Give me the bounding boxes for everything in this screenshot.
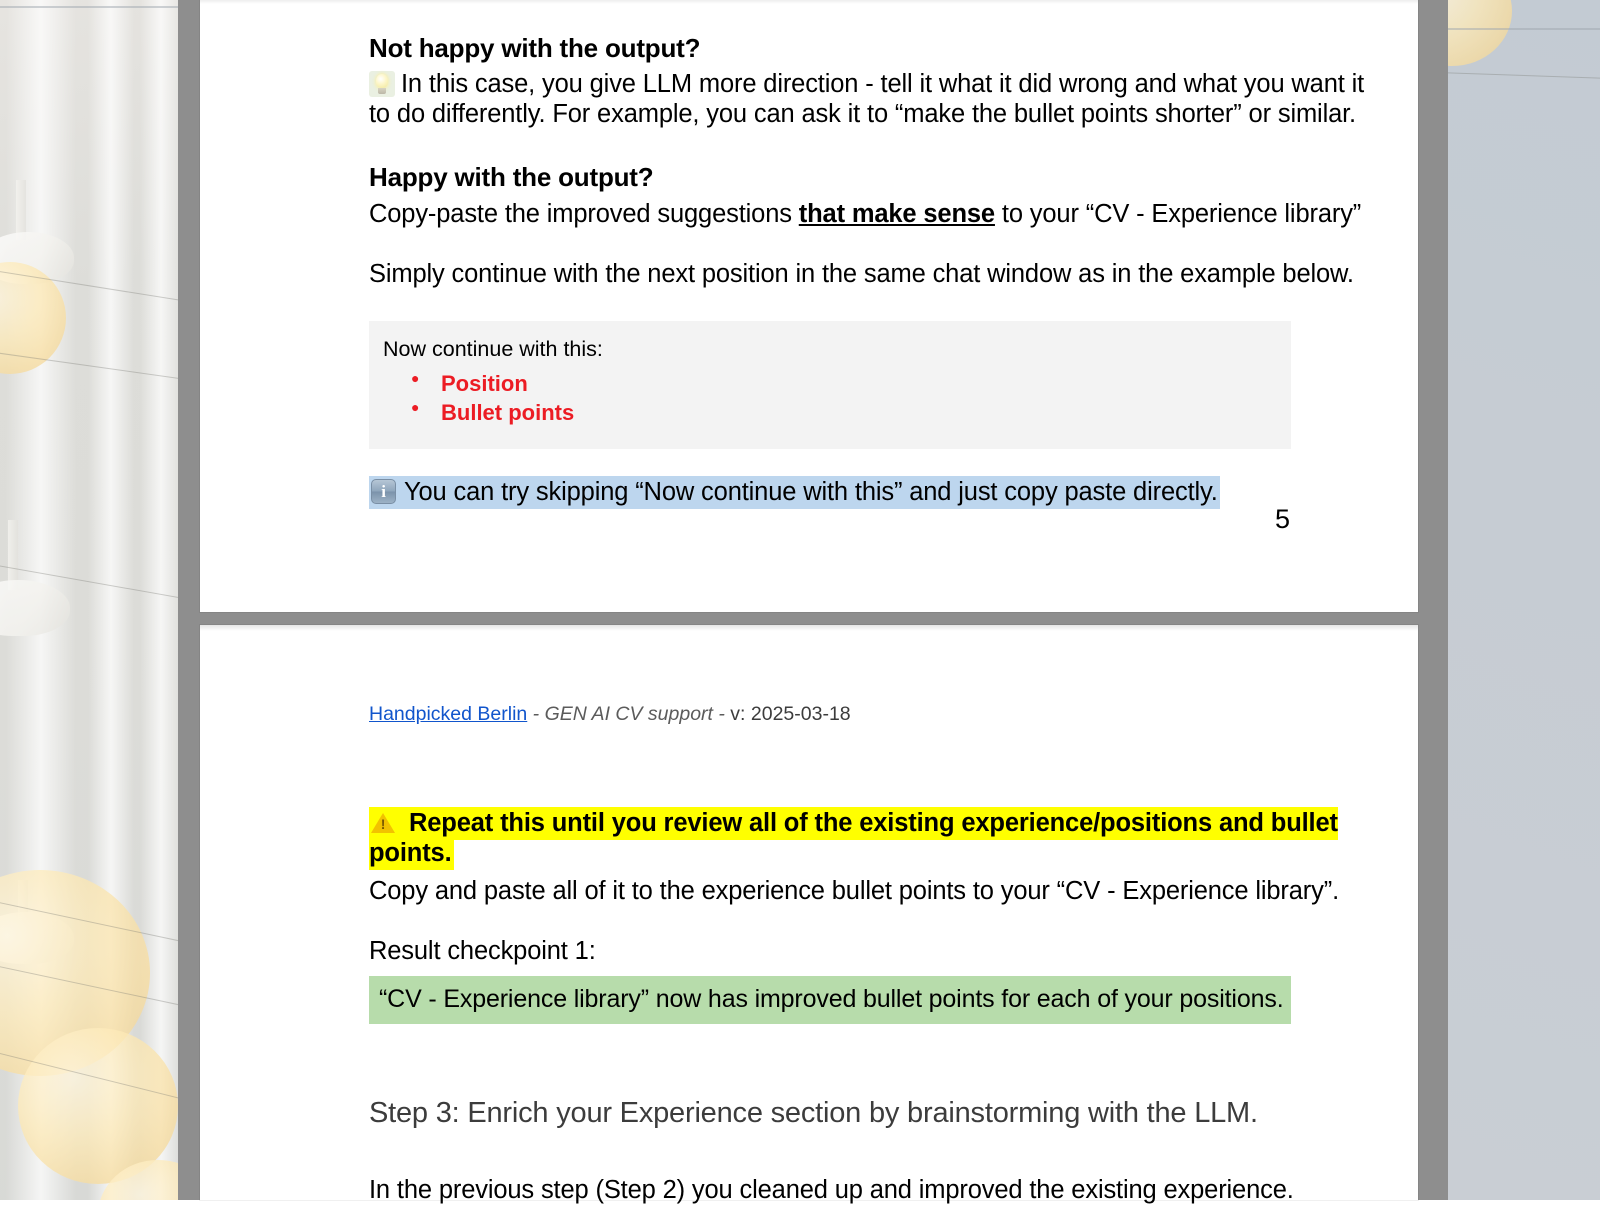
not-happy-line-2: do differently. For example, you can ask it to “make the bullet points shorter” or similar. [396, 100, 1356, 129]
repeat-note-following-line: Copy and paste all of it to the experience bullet points to your “CV - Experience library”. [369, 876, 1340, 905]
header-doc-title: GEN AI CV support [544, 703, 713, 725]
prompt-example-box [369, 321, 1291, 449]
page-top-shadow [200, 625, 1418, 631]
paragraph-happy [369, 199, 1390, 229]
document-viewer[interactable] [178, 0, 1448, 1204]
backdrop-photo-right [1448, 0, 1600, 1200]
tip-text: You can try skipping “Now continue with this” and just copy paste directly. [404, 477, 1218, 506]
continue-note: Simply continue with the next position in the same chat window as in the example below. [369, 259, 1354, 288]
page-number: 5 [1274, 504, 1290, 534]
lightbulb-icon [369, 71, 395, 97]
header-separator-2: - [712, 703, 731, 725]
prompt-box-bullet-list [383, 371, 1291, 425]
checkpoint-result-box: “CV - Experience library” now has improved bullet points for each of your positions. [369, 976, 1291, 1024]
list-item: ● Bullet points [441, 400, 1291, 425]
info-icon [371, 479, 396, 504]
checkpoint-label: Result checkpoint 1: [369, 936, 596, 965]
header-version-date: 2025-03-18 [750, 703, 851, 725]
happy-emphasis: that make sense [798, 199, 995, 228]
repeat-note-highlighted [369, 808, 1390, 868]
document-page-6 [200, 625, 1418, 1204]
happy-prefix: Copy-paste the improved suggestions [369, 199, 799, 228]
header-separator-1: - [527, 703, 545, 725]
step-3-intro: In the previous step (Step 2) you cleaned up and improved the existing experience. [369, 1175, 1294, 1204]
backdrop-photo-left [0, 0, 182, 1200]
handpicked-berlin-link[interactable]: Handpicked Berlin [369, 703, 528, 725]
heading-not-happy: Not happy with the output? [369, 33, 701, 63]
prompt-box-lead: Now continue with this: [383, 336, 603, 361]
not-happy-line-1: In this case, you give LLM more direction - tell it what it did wrong and what you want it to [369, 70, 1365, 129]
page-top-shadow [200, 0, 1418, 4]
step-3-title: Step 3: Enrich your Experience section by brainstorming with the LLM. [369, 1096, 1258, 1129]
tip-line [369, 477, 1390, 507]
happy-suffix: to your “CV - Experience library” [994, 199, 1362, 228]
warning-icon [371, 812, 395, 834]
document-page-5 [200, 0, 1418, 612]
repeat-note-text: Repeat this until you review all of the existing experience/positions and bullet points. [369, 809, 1338, 868]
heading-happy: Happy with the output? [369, 162, 654, 193]
document-header [369, 703, 1390, 726]
list-item: ● Position [441, 371, 1291, 396]
paragraph-not-happy [369, 69, 1390, 129]
header-version-label: v: [730, 703, 751, 725]
